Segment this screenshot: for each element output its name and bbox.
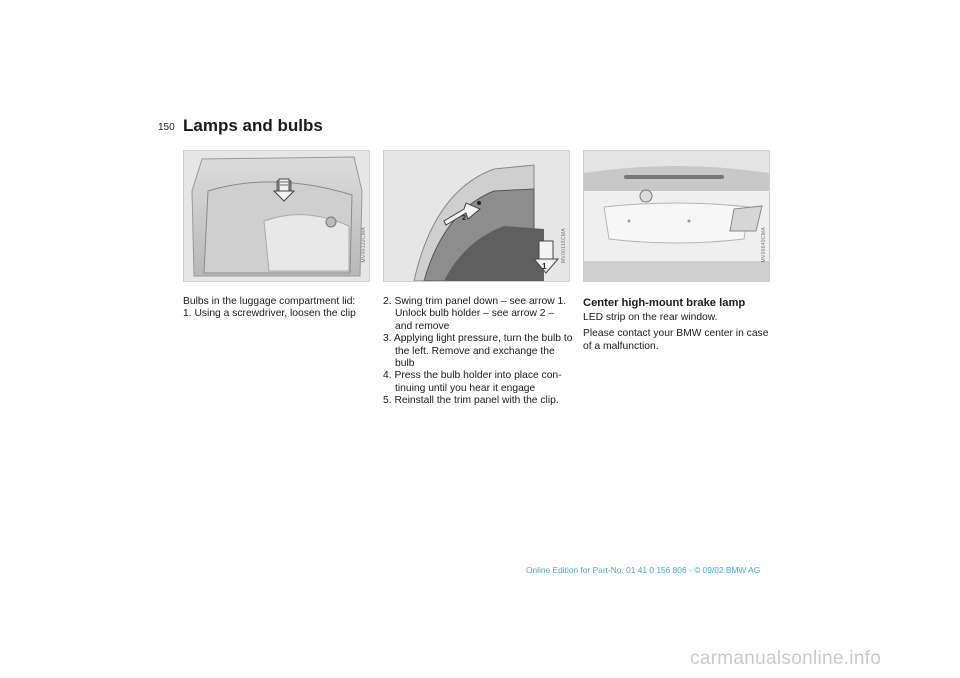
svg-text:2: 2 [462, 215, 466, 222]
steps-list [383, 296, 573, 408]
step-1: 1. Using a screwdriver, loosen the clip [183, 308, 356, 320]
figure-code: MV00122CMA [361, 227, 367, 263]
intro-text: Bulbs in the luggage compartment lid: [183, 296, 356, 307]
luggage-lid-illustration [184, 151, 369, 281]
svg-text:1: 1 [542, 262, 547, 271]
brake-lamp-contact: Please contact your BMW center in case of a malfunction. [583, 328, 769, 352]
column-intro [183, 296, 373, 321]
figure-code: MV00649CMA [761, 227, 767, 263]
column-brake-lamp [583, 296, 773, 357]
page-number: 150 [158, 122, 175, 133]
figure-open-lid-arrows [383, 150, 570, 282]
step-3: 3. Applying light pressure, turn the bulb to the left. Remove and exchange the bulb [383, 333, 573, 370]
column-steps [383, 296, 573, 408]
figure-code: MV00116CMA [561, 227, 567, 263]
step-2: 2. Swing trim panel down – see arrow 1. Unlock bulb holder – see arrow 2 – and remove [383, 296, 567, 332]
rear-car-illustration [584, 151, 769, 281]
online-edition-footer: Online Edition for Part-No. 01 41 0 156 806 - © 09/02 BMW AG [526, 565, 761, 575]
open-lid-illustration [384, 151, 569, 281]
brake-lamp-text: LED strip on the rear window. [583, 312, 718, 323]
page-title: Lamps and bulbs [183, 116, 323, 135]
figure-luggage-lid-trim [183, 150, 370, 282]
step-4: 4. Press the bulb holder into place con-tinuing until you hear it engage [383, 370, 562, 394]
site-watermark: carmanualsonline.info [690, 648, 882, 669]
section-heading: Center high-mount brake lamp [583, 297, 746, 309]
step-5: 5. Reinstall the trim panel with the clip. [383, 395, 559, 407]
figure-rear-brake-lamp [583, 150, 770, 282]
